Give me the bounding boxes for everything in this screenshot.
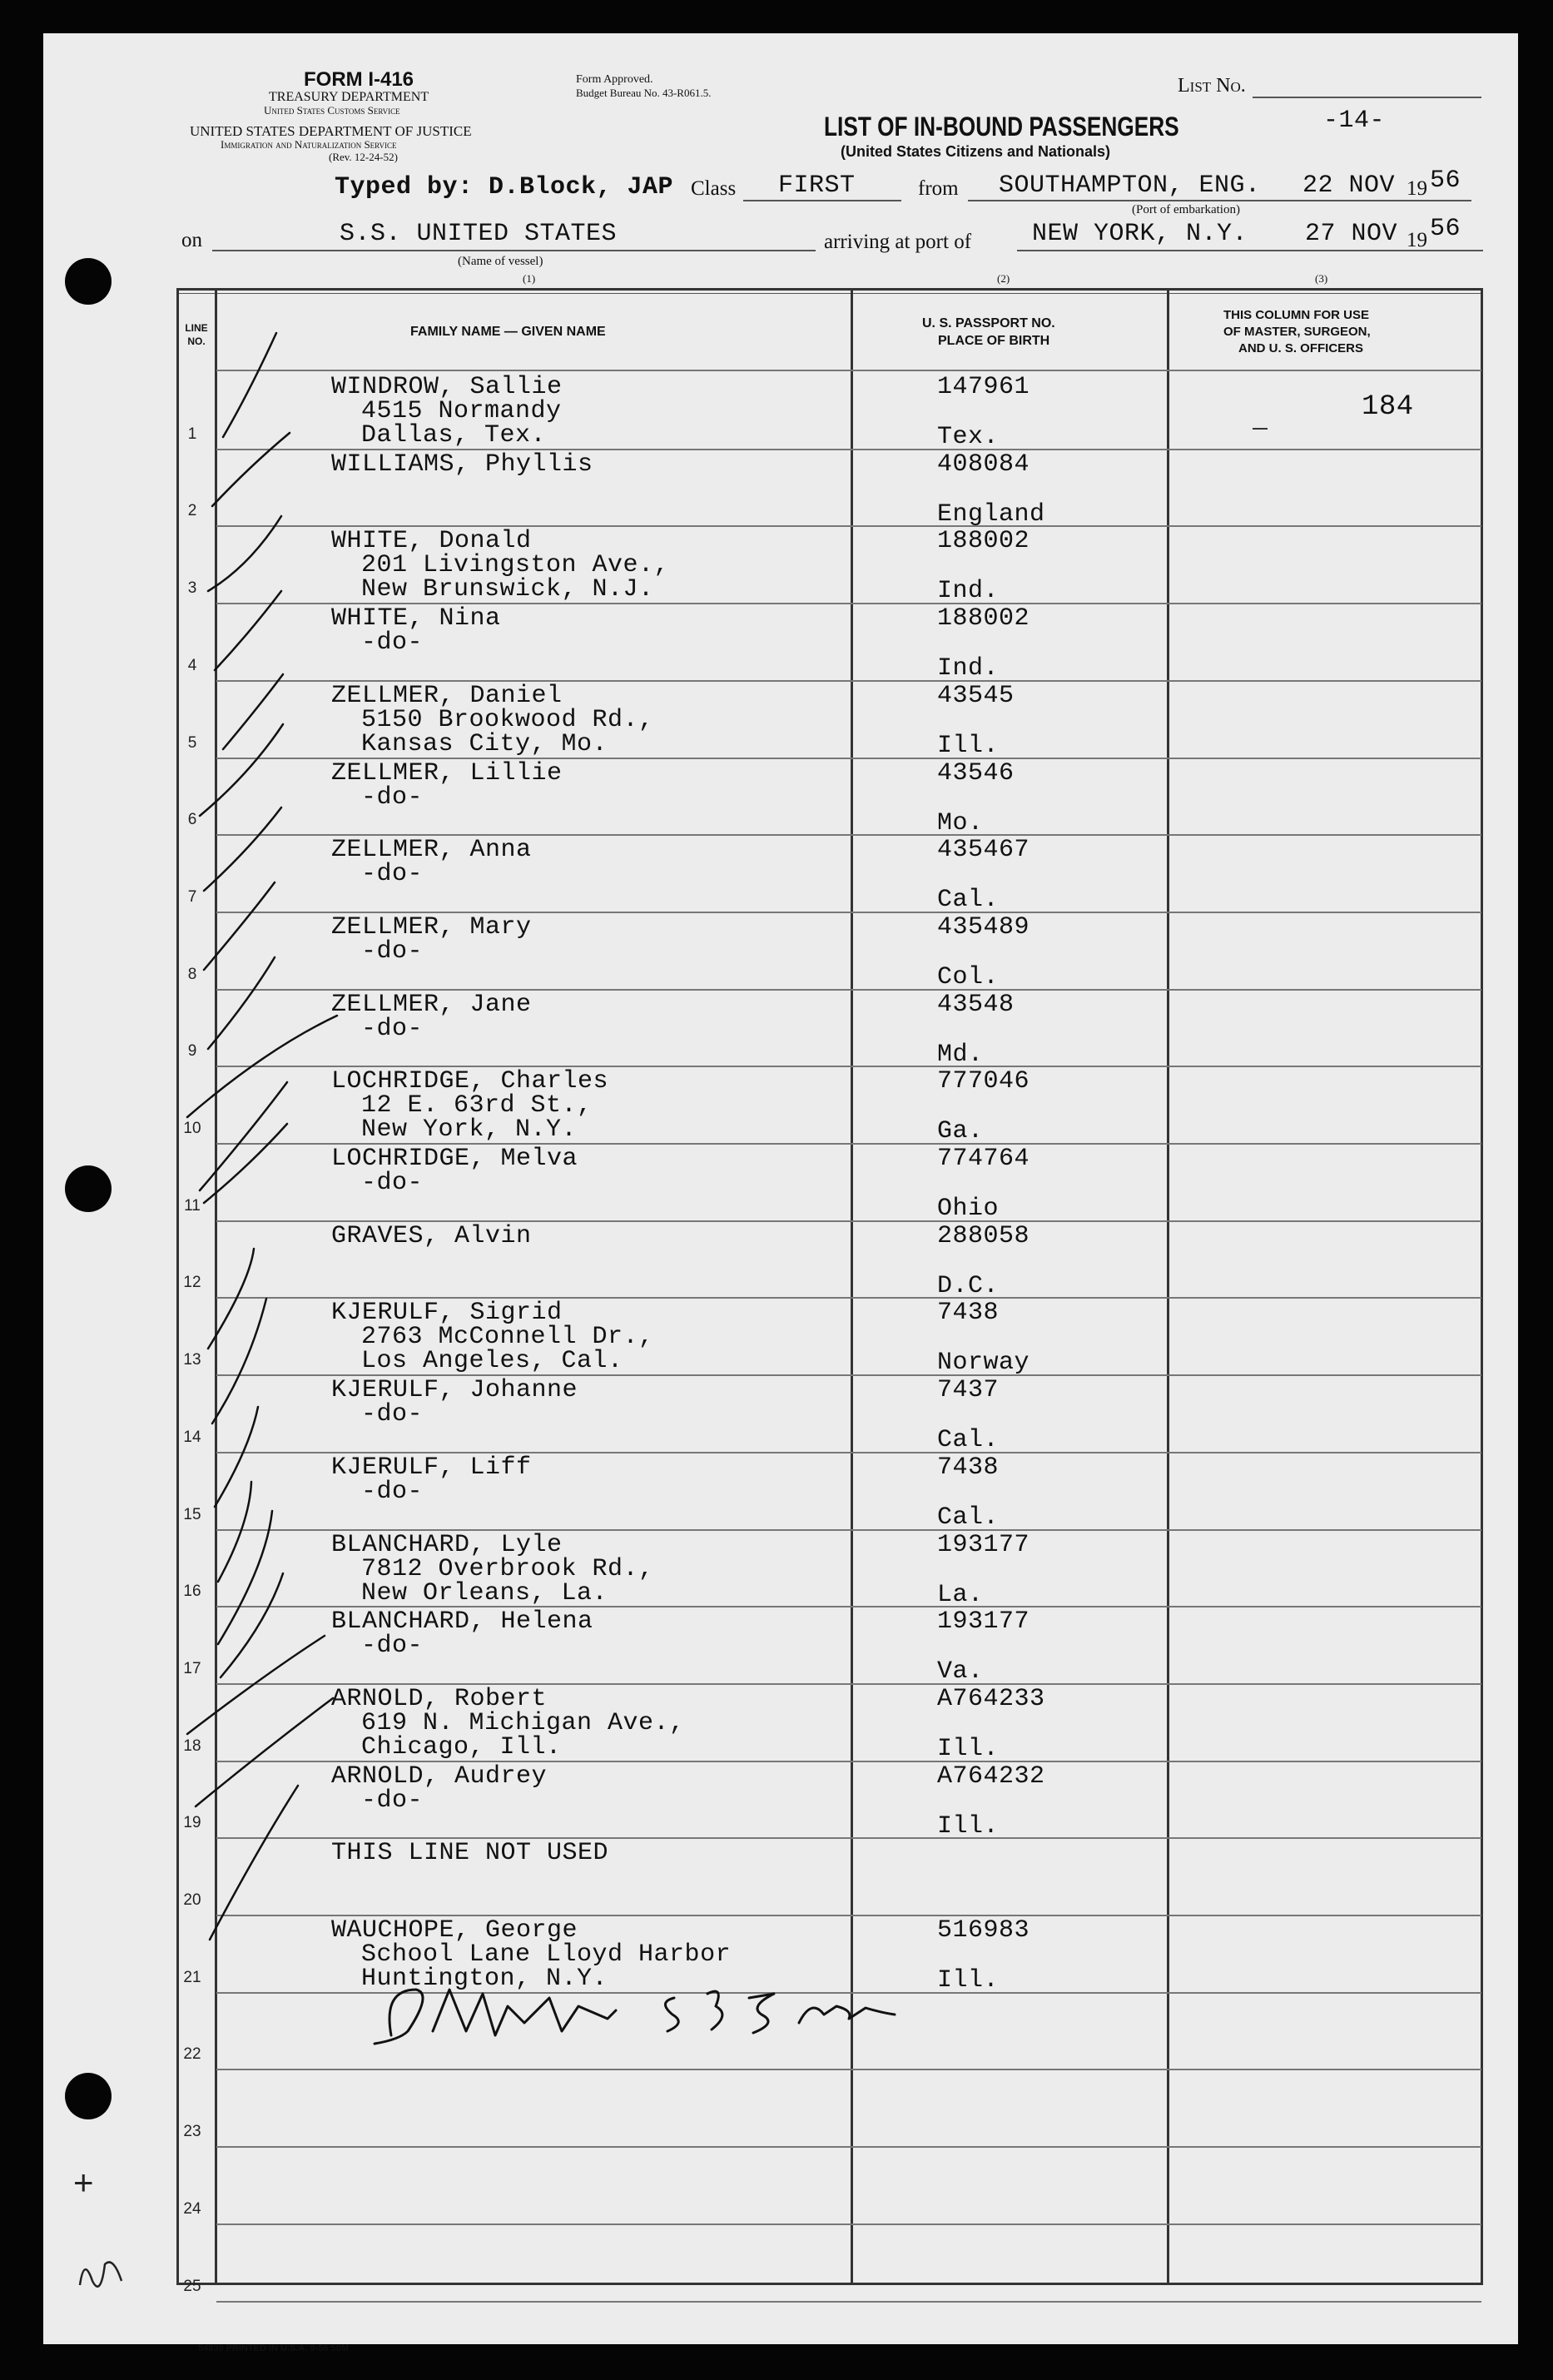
place-of-birth: Ohio — [937, 1195, 1000, 1223]
place-of-birth: Ind. — [937, 577, 1000, 605]
passenger-address-1: 2763 McConnell Dr., — [361, 1323, 654, 1351]
passenger-name: KJERULF, Liff — [331, 1453, 532, 1482]
embark-year-prefix: 19 — [1407, 177, 1427, 200]
passport-number: 516983 — [937, 1916, 1030, 1945]
port-of-arrival: NEW YORK, N.Y. — [1032, 220, 1248, 248]
dept-treasury: TREASURY DEPARTMENT — [269, 90, 429, 104]
passport-number: 43548 — [937, 991, 1015, 1019]
passenger-address-1: School Lane Lloyd Harbor — [361, 1940, 732, 1969]
row-line-number: 20 — [183, 1891, 201, 1909]
passport-number: 193177 — [937, 1531, 1030, 1559]
passenger-address-2: New York, N.Y. — [361, 1115, 578, 1144]
margin-mark: + — [73, 2163, 94, 2202]
passenger-name: WINDROW, Sallie — [331, 373, 563, 401]
header-place-of-birth: PLACE OF BIRTH — [938, 334, 1050, 348]
passenger-address-1: -do- — [361, 860, 424, 888]
passenger-name: ZELLMER, Mary — [331, 913, 532, 942]
row-line-number: 23 — [183, 2123, 201, 2140]
row-line-number: 22 — [183, 2045, 201, 2063]
dept-justice: UNITED STATES DEPARTMENT OF JUSTICE — [190, 123, 472, 139]
passenger-address-2: Chicago, Ill. — [361, 1733, 562, 1761]
row-line-number: 19 — [183, 1814, 201, 1831]
header-passport-no: U. S. PASSPORT NO. — [922, 316, 1055, 330]
budget-bureau: Budget Bureau No. 43-R061.5. — [576, 87, 712, 99]
row-line-number: 11 — [184, 1197, 201, 1215]
arriving-label: arriving at port of — [824, 231, 972, 253]
from-label: from — [918, 177, 959, 200]
row-line-number: 4 — [187, 657, 197, 674]
passenger-name: GRAVES, Alvin — [331, 1222, 532, 1250]
dept-customs: United States Customs Service — [264, 104, 400, 117]
passenger-address-2: Kansas City, Mo. — [361, 730, 608, 758]
place-of-birth: Md. — [937, 1041, 984, 1069]
passport-number: 43545 — [937, 682, 1015, 710]
passenger-address-1: -do- — [361, 1400, 424, 1428]
row-line-number: 6 — [187, 811, 197, 828]
row-line-number: 3 — [187, 579, 197, 597]
passenger-name: KJERULF, Johanne — [331, 1376, 578, 1404]
check-mark-icon — [210, 1786, 298, 1940]
passport-number: 147961 — [937, 373, 1030, 401]
column-number-2: (2) — [997, 272, 1010, 285]
row-line-number: 17 — [183, 1660, 201, 1677]
place-of-birth: Ind. — [937, 654, 1000, 683]
header-officers-3: AND U. S. OFFICERS — [1238, 341, 1364, 355]
page-subtitle: (United States Citizens and Nationals) — [841, 143, 1111, 160]
row-line-number: 16 — [183, 1583, 201, 1600]
row-line-number: 25 — [183, 2278, 201, 2295]
list-number: -14- — [1323, 107, 1386, 135]
port-of-embarkation: SOUTHAMPTON, ENG. — [999, 171, 1261, 200]
passenger-name: ZELLMER, Anna — [331, 836, 532, 864]
header-officers-1: THIS COLUMN FOR USE — [1223, 308, 1369, 322]
passport-number: 288058 — [937, 1222, 1030, 1250]
header-officers-2: OF MASTER, SURGEON, — [1223, 325, 1371, 339]
officer-signature — [358, 1956, 940, 2056]
passport-number: 777046 — [937, 1067, 1030, 1096]
check-mark-icon — [218, 1482, 251, 1582]
passenger-address-2: Dallas, Tex. — [361, 421, 547, 450]
passenger-address-2: Los Angeles, Cal. — [361, 1347, 623, 1375]
dept-ins: Immigration and Naturalization Service — [221, 138, 397, 151]
form-approved: Form Approved. — [576, 73, 653, 86]
page-title: LIST OF IN-BOUND PASSENGERS — [824, 112, 1179, 142]
passport-number: 435467 — [937, 836, 1030, 864]
passport-number: 7438 — [937, 1453, 1000, 1482]
typed-by: Typed by: D.Block, JAP — [335, 173, 674, 201]
place-of-birth: Mo. — [937, 809, 984, 837]
check-mark-icon — [204, 882, 275, 970]
row-line-number: 5 — [187, 734, 197, 752]
passport-number: 43546 — [937, 759, 1015, 788]
row-line-number: 10 — [183, 1120, 201, 1137]
check-mark-icon — [196, 1698, 333, 1806]
passport-number: 7437 — [937, 1376, 1000, 1404]
passenger-address-1: -do- — [361, 1632, 424, 1660]
passenger-address-2: New Orleans, La. — [361, 1579, 608, 1607]
check-mark-icon — [208, 1249, 254, 1349]
passport-number: A764233 — [937, 1685, 1045, 1713]
place-of-birth: Ill. — [937, 732, 1000, 760]
vessel-name: S.S. UNITED STATES — [340, 220, 618, 248]
check-mark-icon — [200, 724, 283, 816]
row-line-number: 21 — [183, 1969, 201, 1986]
class-label: Class — [691, 177, 737, 200]
check-mark-icon — [212, 1299, 266, 1424]
passenger-name: BLANCHARD, Lyle — [331, 1531, 563, 1559]
row-line-number: 2 — [187, 502, 197, 519]
passenger-name: LOCHRIDGE, Charles — [331, 1067, 609, 1096]
row-line-number: 12 — [183, 1274, 201, 1291]
passenger-name: THIS LINE NOT USED — [331, 1839, 609, 1867]
check-mark-icon — [208, 957, 275, 1049]
passenger-name: ARNOLD, Audrey — [331, 1762, 548, 1791]
passenger-address-1: -do- — [361, 629, 424, 657]
check-mark-icon — [223, 333, 276, 437]
column-number-1: (1) — [523, 272, 536, 285]
passenger-name: WAUCHOPE, George — [331, 1916, 578, 1945]
place-of-birth: Va. — [937, 1657, 984, 1686]
place-of-birth: D.C. — [937, 1272, 1000, 1300]
passenger-name: WHITE, Nina — [331, 604, 501, 633]
footer-print-code: 54839 PRINTED IN U.S.A. 9-56 50M — [198, 2343, 349, 2353]
passenger-address-1: 5150 Brookwood Rd., — [361, 706, 654, 734]
place-of-birth: Cal. — [937, 1503, 1000, 1532]
passenger-address-1: -do- — [361, 1169, 424, 1197]
passenger-address-1: -do- — [361, 937, 424, 966]
passenger-name: LOCHRIDGE, Melva — [331, 1145, 578, 1173]
place-of-birth: La. — [937, 1581, 984, 1609]
form-revision: (Rev. 12-24-52) — [329, 151, 398, 163]
check-mark-icon — [215, 591, 281, 670]
place-of-birth: Cal. — [937, 886, 1000, 914]
passport-number: 7438 — [937, 1299, 1000, 1327]
row-line-number: 9 — [187, 1042, 197, 1060]
passenger-address-1: 12 E. 63rd St., — [361, 1091, 593, 1120]
place-of-birth: England — [937, 500, 1045, 529]
passenger-name: ARNOLD, Robert — [331, 1685, 548, 1713]
passenger-address-1: -do- — [361, 783, 424, 812]
list-no-label: List No. — [1178, 75, 1246, 97]
row-line-number: 8 — [187, 966, 197, 983]
row-line-number: 15 — [183, 1506, 201, 1523]
place-of-birth: Ill. — [937, 1966, 1000, 1995]
row-line-number: 18 — [183, 1737, 201, 1755]
passenger-address-2: New Brunswick, N.J. — [361, 575, 654, 604]
vessel-caption: (Name of vessel) — [458, 255, 543, 268]
passport-number: 188002 — [937, 604, 1030, 633]
place-of-birth: Ga. — [937, 1117, 984, 1145]
row-line-number: 24 — [183, 2200, 201, 2218]
officer-note: 184 — [1362, 391, 1414, 423]
arrival-year: 56 — [1430, 215, 1461, 243]
row-line-number: 13 — [183, 1351, 201, 1369]
passenger-name: ZELLMER, Daniel — [331, 682, 563, 710]
header-line-no: LINE NO. — [185, 322, 208, 347]
passport-number: 408084 — [937, 450, 1030, 479]
check-mark-icon — [218, 1511, 272, 1644]
check-mark-icon — [200, 1082, 287, 1190]
check-mark-icon — [204, 807, 281, 891]
check-mark-icon — [187, 1016, 337, 1117]
passenger-address-2: Huntington, N.Y. — [361, 1965, 608, 1993]
header-family-name: FAMILY NAME — GIVEN NAME — [410, 325, 606, 339]
passenger-name: BLANCHARD, Helena — [331, 1607, 593, 1636]
passport-number: 193177 — [937, 1607, 1030, 1636]
place-of-birth: Norway — [937, 1349, 1030, 1377]
place-of-birth: Col. — [937, 963, 1000, 991]
passport-number: A764232 — [937, 1762, 1045, 1791]
passenger-name: ZELLMER, Jane — [331, 991, 532, 1019]
check-mark-icon — [208, 516, 281, 591]
port-embark-caption: (Port of embarkation) — [1132, 203, 1240, 216]
passenger-name: WHITE, Donald — [331, 527, 532, 555]
place-of-birth: Ill. — [937, 1735, 1000, 1763]
column-number-3: (3) — [1315, 272, 1328, 285]
passenger-address-1: 619 N. Michigan Ave., — [361, 1709, 685, 1737]
passenger-address-1: -do- — [361, 1015, 424, 1043]
passenger-address-1: 4515 Normandy — [361, 397, 562, 425]
row-line-number: 14 — [183, 1428, 201, 1446]
row-line-number: 7 — [187, 888, 197, 906]
check-mark-icon — [212, 433, 290, 506]
arrival-date: 27 NOV — [1305, 220, 1398, 248]
passport-number: 774764 — [937, 1145, 1030, 1173]
margin-scribble — [72, 2248, 138, 2298]
arrival-year-prefix: 19 — [1407, 229, 1427, 251]
passport-number: 188002 — [937, 527, 1030, 555]
passenger-address-1: 201 Livingston Ave., — [361, 551, 670, 579]
passenger-address-1: 7812 Overbrook Rd., — [361, 1555, 654, 1583]
form-number: FORM I-416 — [304, 68, 414, 91]
class-value: FIRST — [778, 171, 856, 200]
row-line-number: 1 — [187, 425, 197, 443]
place-of-birth: Tex. — [937, 423, 1000, 451]
on-label: on — [181, 229, 202, 251]
passenger-name: KJERULF, Sigrid — [331, 1299, 563, 1327]
embarkation-year: 56 — [1430, 166, 1461, 195]
passport-number: 435489 — [937, 913, 1030, 942]
passenger-address-1: -do- — [361, 1786, 424, 1815]
passenger-name: ZELLMER, Lillie — [331, 759, 563, 788]
place-of-birth: Ill. — [937, 1812, 1000, 1841]
passenger-name: WILLIAMS, Phyllis — [331, 450, 593, 479]
passenger-address-1: -do- — [361, 1478, 424, 1506]
embarkation-date: 22 NOV — [1302, 171, 1396, 200]
place-of-birth: Cal. — [937, 1426, 1000, 1454]
